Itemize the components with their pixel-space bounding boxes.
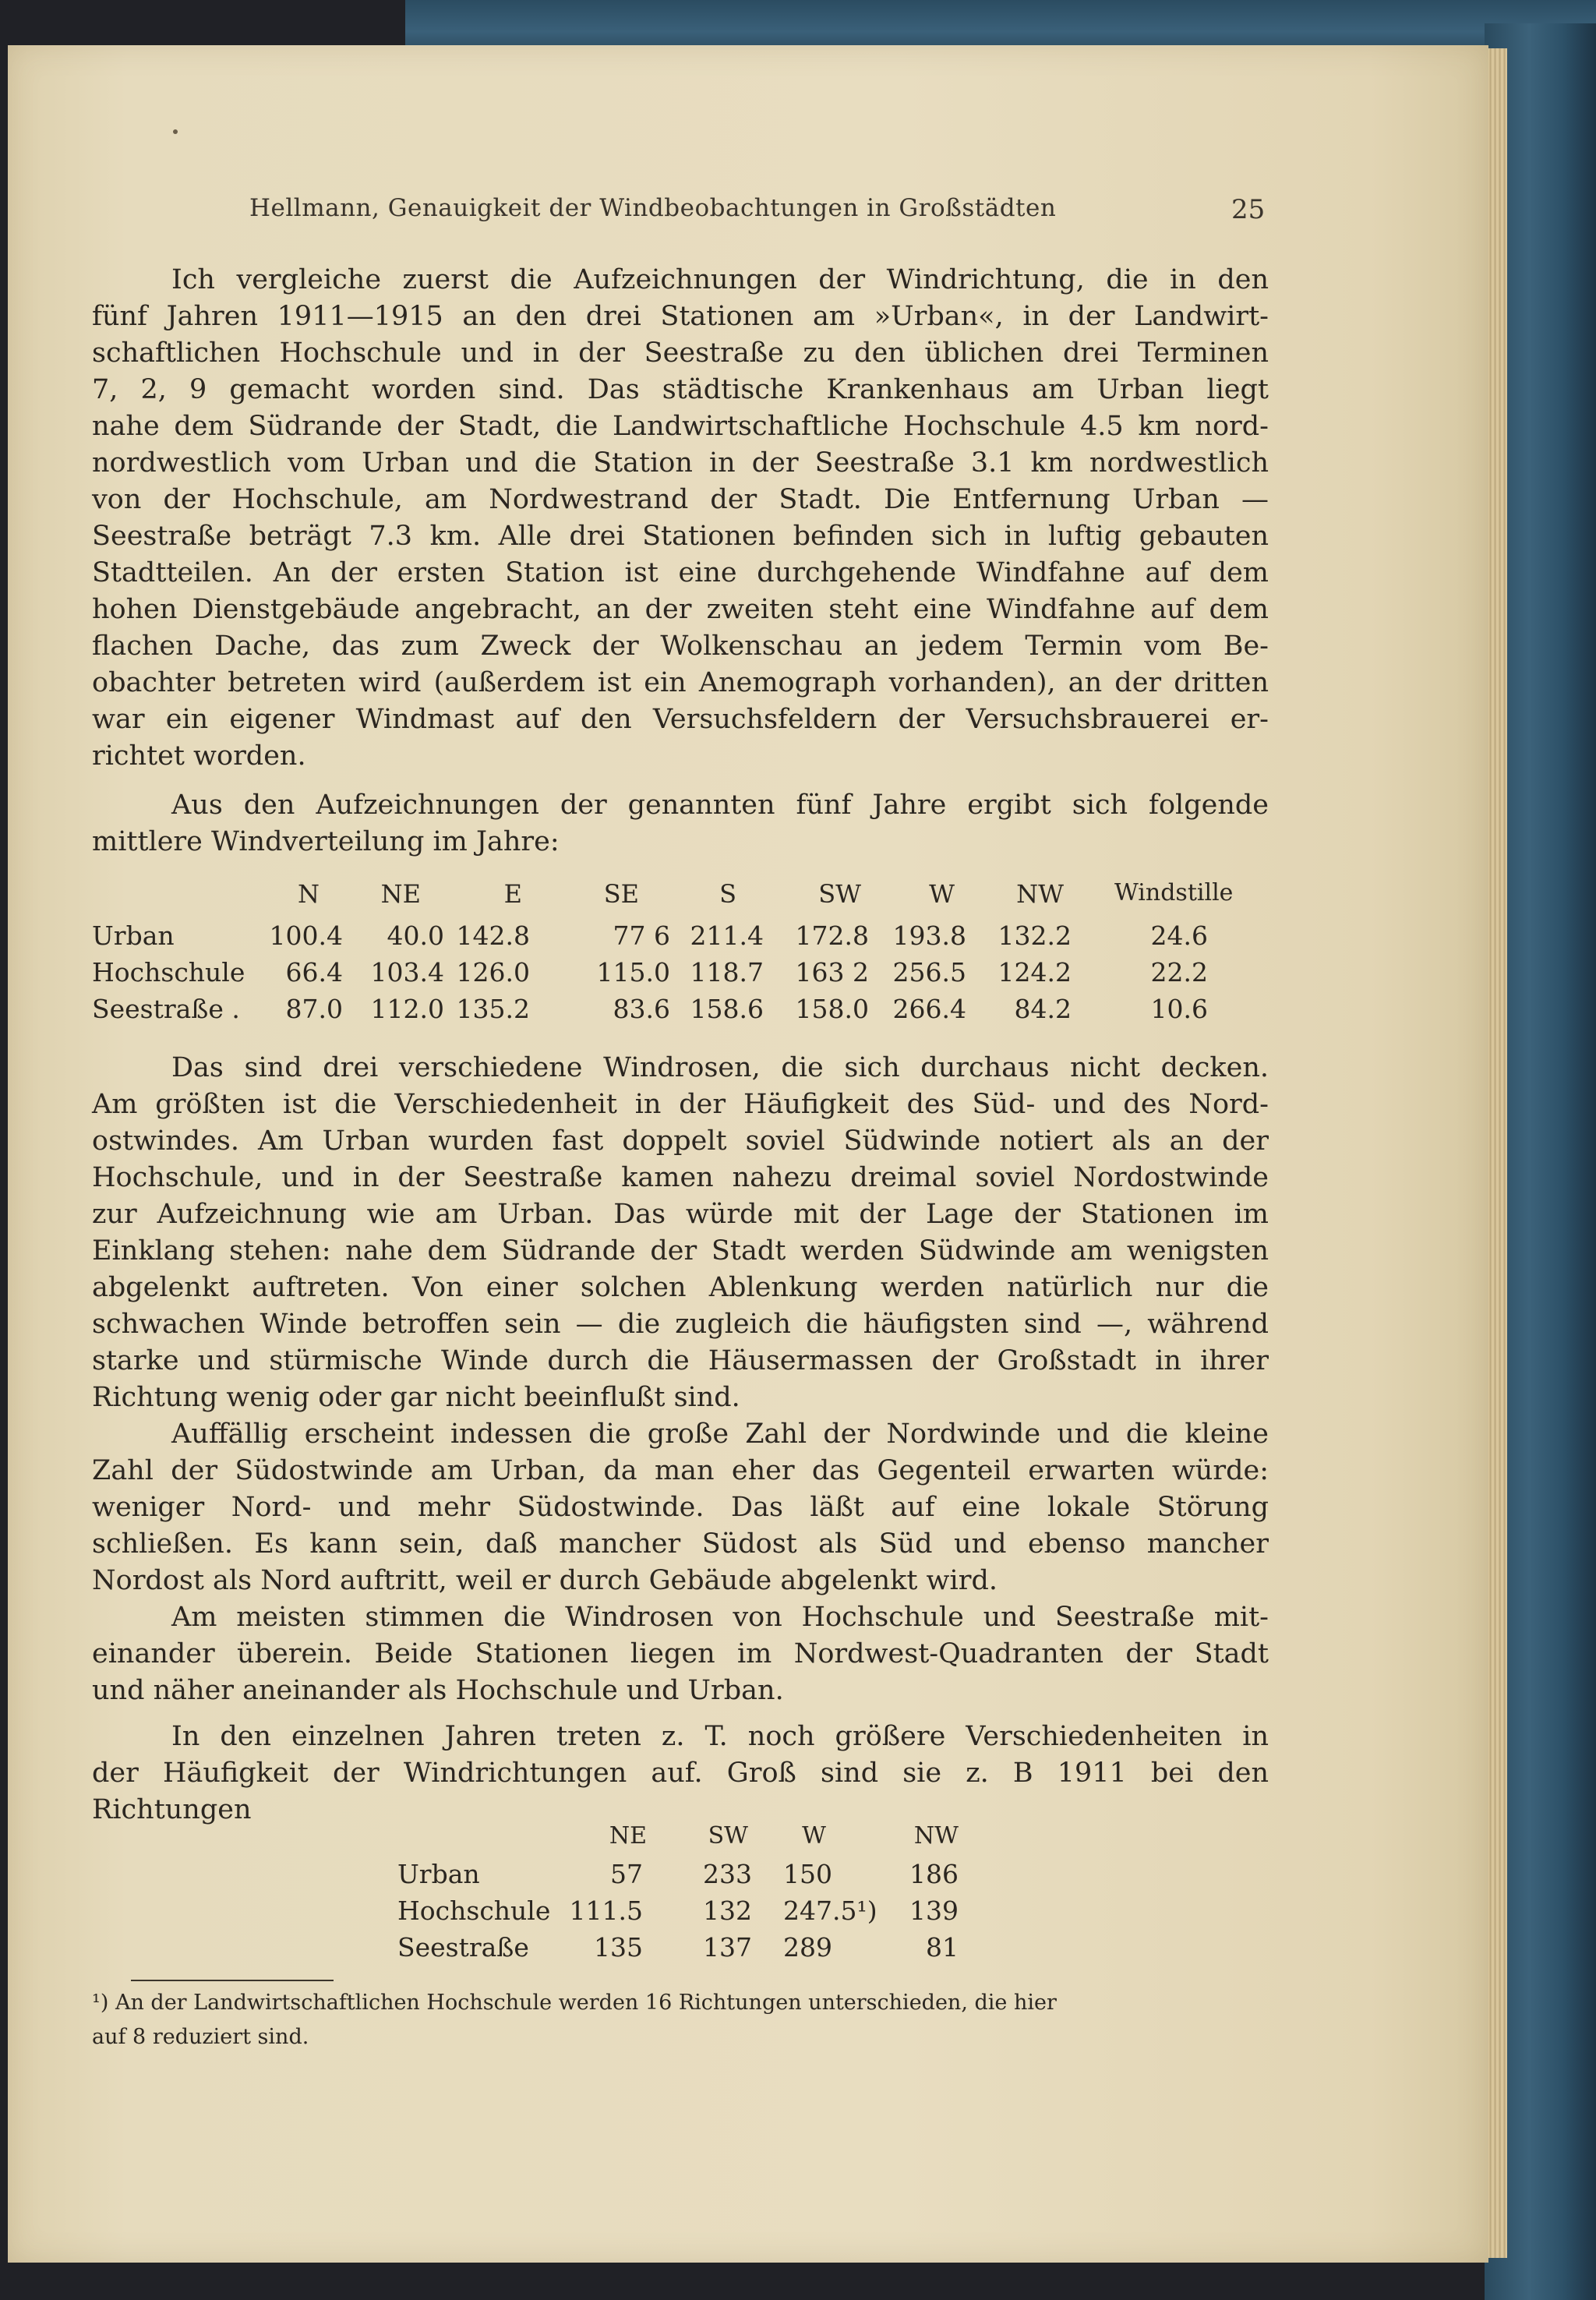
table-cell: 137 — [703, 1932, 752, 1963]
table-cell: 126.0 — [456, 957, 530, 987]
table-cell: 256.5 — [892, 957, 966, 987]
text-line: und näher aneinander als Hochschule und Urban. — [92, 1675, 784, 1706]
column-header: NE — [380, 879, 421, 909]
text-line: richtet worden. — [92, 740, 306, 772]
column-header: Windstille — [1114, 879, 1234, 906]
table-cell: 81 — [926, 1932, 959, 1963]
row-label: Seestraße — [397, 1932, 529, 1963]
footnote-line: auf 8 reduziert sind. — [92, 2025, 309, 2049]
text-line: obachter betreten wird (außerdem ist ein Anemograph vorhanden), an der dritten — [92, 667, 1269, 698]
column-header: NW — [1016, 879, 1064, 909]
table-cell: 22.2 — [1150, 957, 1208, 987]
table-cell: 83.6 — [613, 994, 670, 1024]
text-line: 7, 2, 9 gemacht worden sind. Das städtische Krankenhaus am Urban liegt — [92, 374, 1269, 405]
table-cell: 135 — [594, 1932, 643, 1963]
text-line: flachen Dache, das zum Zweck der Wolkenschau an jedem Termin vom Be- — [92, 631, 1269, 662]
table-cell: 124.2 — [998, 957, 1072, 987]
column-header: W — [802, 1822, 826, 1850]
table-cell: 24.6 — [1150, 920, 1208, 951]
table-cell: 10.6 — [1150, 994, 1208, 1024]
table-cell: 150 — [783, 1859, 832, 1889]
column-header: E — [503, 879, 522, 909]
text-line: mittlere Windverteilung im Jahre: — [92, 826, 560, 857]
text-line: nordwestlich vom Urban und die Station in der Seestraße 3.1 km nordwestlich — [92, 447, 1269, 479]
row-label: Urban — [92, 920, 175, 951]
running-title: Hellmann, Genauigkeit der Windbeobachtungen in Großstädten — [249, 194, 1057, 222]
column-header: NW — [913, 1822, 959, 1850]
text-line: Stadtteilen. An der ersten Station ist eine durchgehende Windfahne auf dem — [92, 557, 1269, 588]
column-header: NE — [609, 1822, 647, 1850]
text-line: Aus den Aufzeichnungen der genannten fünf Jahre ergibt sich folgende — [171, 790, 1269, 821]
column-header: N — [298, 879, 320, 909]
table-cell: 77 6 — [613, 920, 670, 951]
row-label: Urban — [397, 1859, 480, 1889]
text-line: Das sind drei verschiedene Windrosen, die sich durchaus nicht decken. — [171, 1052, 1269, 1083]
column-header: SE — [603, 879, 639, 909]
table-cell: 111.5 — [569, 1895, 643, 1926]
text-line: nahe dem Südrande der Stadt, die Landwirtschaftliche Hochschule 4.5 km nord- — [92, 411, 1269, 442]
text-line: Seestraße beträgt 7.3 km. Alle drei Stationen befinden sich in luftig gebauten — [92, 521, 1269, 552]
table-cell: 142.8 — [456, 920, 530, 951]
text-line: ostwindes. Am Urban wurden fast doppelt soviel Südwinde notiert als an der — [92, 1125, 1269, 1157]
row-label: Hochschule — [397, 1895, 551, 1926]
table-cell: 40.0 — [387, 920, 444, 951]
row-label: Seestraße . — [92, 994, 240, 1024]
text-line: Richtungen — [92, 1794, 252, 1825]
text-line: war ein eigener Windmast auf den Versuchsfeldern der Versuchsbrauerei er- — [92, 704, 1269, 735]
column-header: SW — [818, 879, 861, 909]
table-cell: 66.4 — [285, 957, 343, 987]
text-line: fünf Jahren 1911—1915 an den drei Stationen am »Urban«, in der Landwirt- — [92, 301, 1269, 332]
page-speck — [173, 129, 178, 134]
column-header: SW — [708, 1822, 748, 1850]
table-cell: 266.4 — [892, 994, 966, 1024]
table-cell: 172.8 — [795, 920, 869, 951]
text-line: Nordost als Nord auftritt, weil er durch Gebäude abgelenkt wird. — [92, 1565, 998, 1596]
footnote-line: ¹) An der Landwirtschaftlichen Hochschule werden 16 Richtungen unterschieden, die hier — [92, 1991, 1057, 2015]
text-line: starke und stürmische Winde durch die Häusermassen der Großstadt in ihrer — [92, 1345, 1269, 1376]
text-line: Auffällig erscheint indessen die große Zahl der Nordwinde und die kleine — [171, 1419, 1269, 1450]
table-cell: 112.0 — [370, 994, 444, 1024]
text-line: hohen Dienstgebäude angebracht, an der zweiten steht eine Windfahne auf dem — [92, 594, 1269, 625]
table-cell: 211.4 — [690, 920, 764, 951]
table-cell: 163 2 — [795, 957, 869, 987]
text-line: Ich vergleiche zuerst die Aufzeichnungen der Windrichtung, die in den — [171, 264, 1269, 295]
text-line: von der Hochschule, am Nordwestrand der Stadt. Die Entfernung Urban — — [92, 484, 1269, 515]
table-cell: 118.7 — [690, 957, 764, 987]
table-cell: 186 — [909, 1859, 959, 1889]
text-line: schließen. Es kann sein, daß mancher Südost als Süd und ebenso mancher — [92, 1528, 1269, 1560]
row-label: Hochschule — [92, 957, 245, 987]
table-cell: 132 — [703, 1895, 752, 1926]
column-header: S — [719, 879, 736, 909]
text-line: Am größten ist die Verschiedenheit in der Häufigkeit des Süd- und des Nord- — [92, 1089, 1269, 1120]
table-cell: 57 — [610, 1859, 643, 1889]
table-cell: 87.0 — [285, 994, 343, 1024]
table-cell: 233 — [703, 1859, 752, 1889]
table-cell: 135.2 — [456, 994, 530, 1024]
text-line: abgelenkt auftreten. Von einer solchen Ablenkung werden natürlich nur die — [92, 1272, 1269, 1303]
table-cell: 100.4 — [269, 920, 343, 951]
page-number: 25 — [1231, 194, 1266, 225]
text-line: der Häufigkeit der Windrichtungen auf. Groß sind sie z. B 1911 bei den — [92, 1758, 1269, 1789]
table-cell: 115.0 — [596, 957, 670, 987]
text-line: In den einzelnen Jahren treten z. T. noch größere Verschiedenheiten in — [171, 1721, 1269, 1752]
column-header: W — [929, 879, 955, 909]
table-cell: 103.4 — [370, 957, 444, 987]
table-cell: 84.2 — [1014, 994, 1072, 1024]
table-cell: 139 — [909, 1895, 959, 1926]
footnote-rule — [131, 1980, 334, 1981]
table-cell: 289 — [783, 1932, 832, 1963]
table-cell: 158.6 — [690, 994, 764, 1024]
text-line: schaftlichen Hochschule und in der Seestraße zu den üblichen drei Terminen — [92, 337, 1269, 369]
table-cell: 132.2 — [998, 920, 1072, 951]
text-line: Zahl der Südostwinde am Urban, da man eher das Gegenteil erwarten würde: — [92, 1455, 1269, 1486]
text-line: Einklang stehen: nahe dem Südrande der Stadt werden Südwinde am wenigsten — [92, 1235, 1269, 1267]
text-line: einander überein. Beide Stationen liegen im Nordwest-Quadranten der Stadt — [92, 1638, 1269, 1669]
table-cell: 158.0 — [795, 994, 869, 1024]
text-line: schwachen Winde betroffen sein — die zugleich die häufigsten sind —, während — [92, 1309, 1269, 1340]
text-line: zur Aufzeichnung wie am Urban. Das würde mit der Lage der Stationen im — [92, 1199, 1269, 1230]
text-line: weniger Nord- und mehr Südostwinde. Das läßt auf eine lokale Störung — [92, 1492, 1269, 1523]
text-line: Richtung wenig oder gar nicht beeinflußt sind. — [92, 1382, 740, 1413]
text-line: Hochschule, und in der Seestraße kamen nahezu dreimal soviel Nordostwinde — [92, 1162, 1269, 1193]
table-cell: 193.8 — [892, 920, 966, 951]
table-cell: 247.5¹) — [783, 1895, 877, 1926]
text-line: Am meisten stimmen die Windrosen von Hochschule und Seestraße mit- — [171, 1602, 1269, 1633]
